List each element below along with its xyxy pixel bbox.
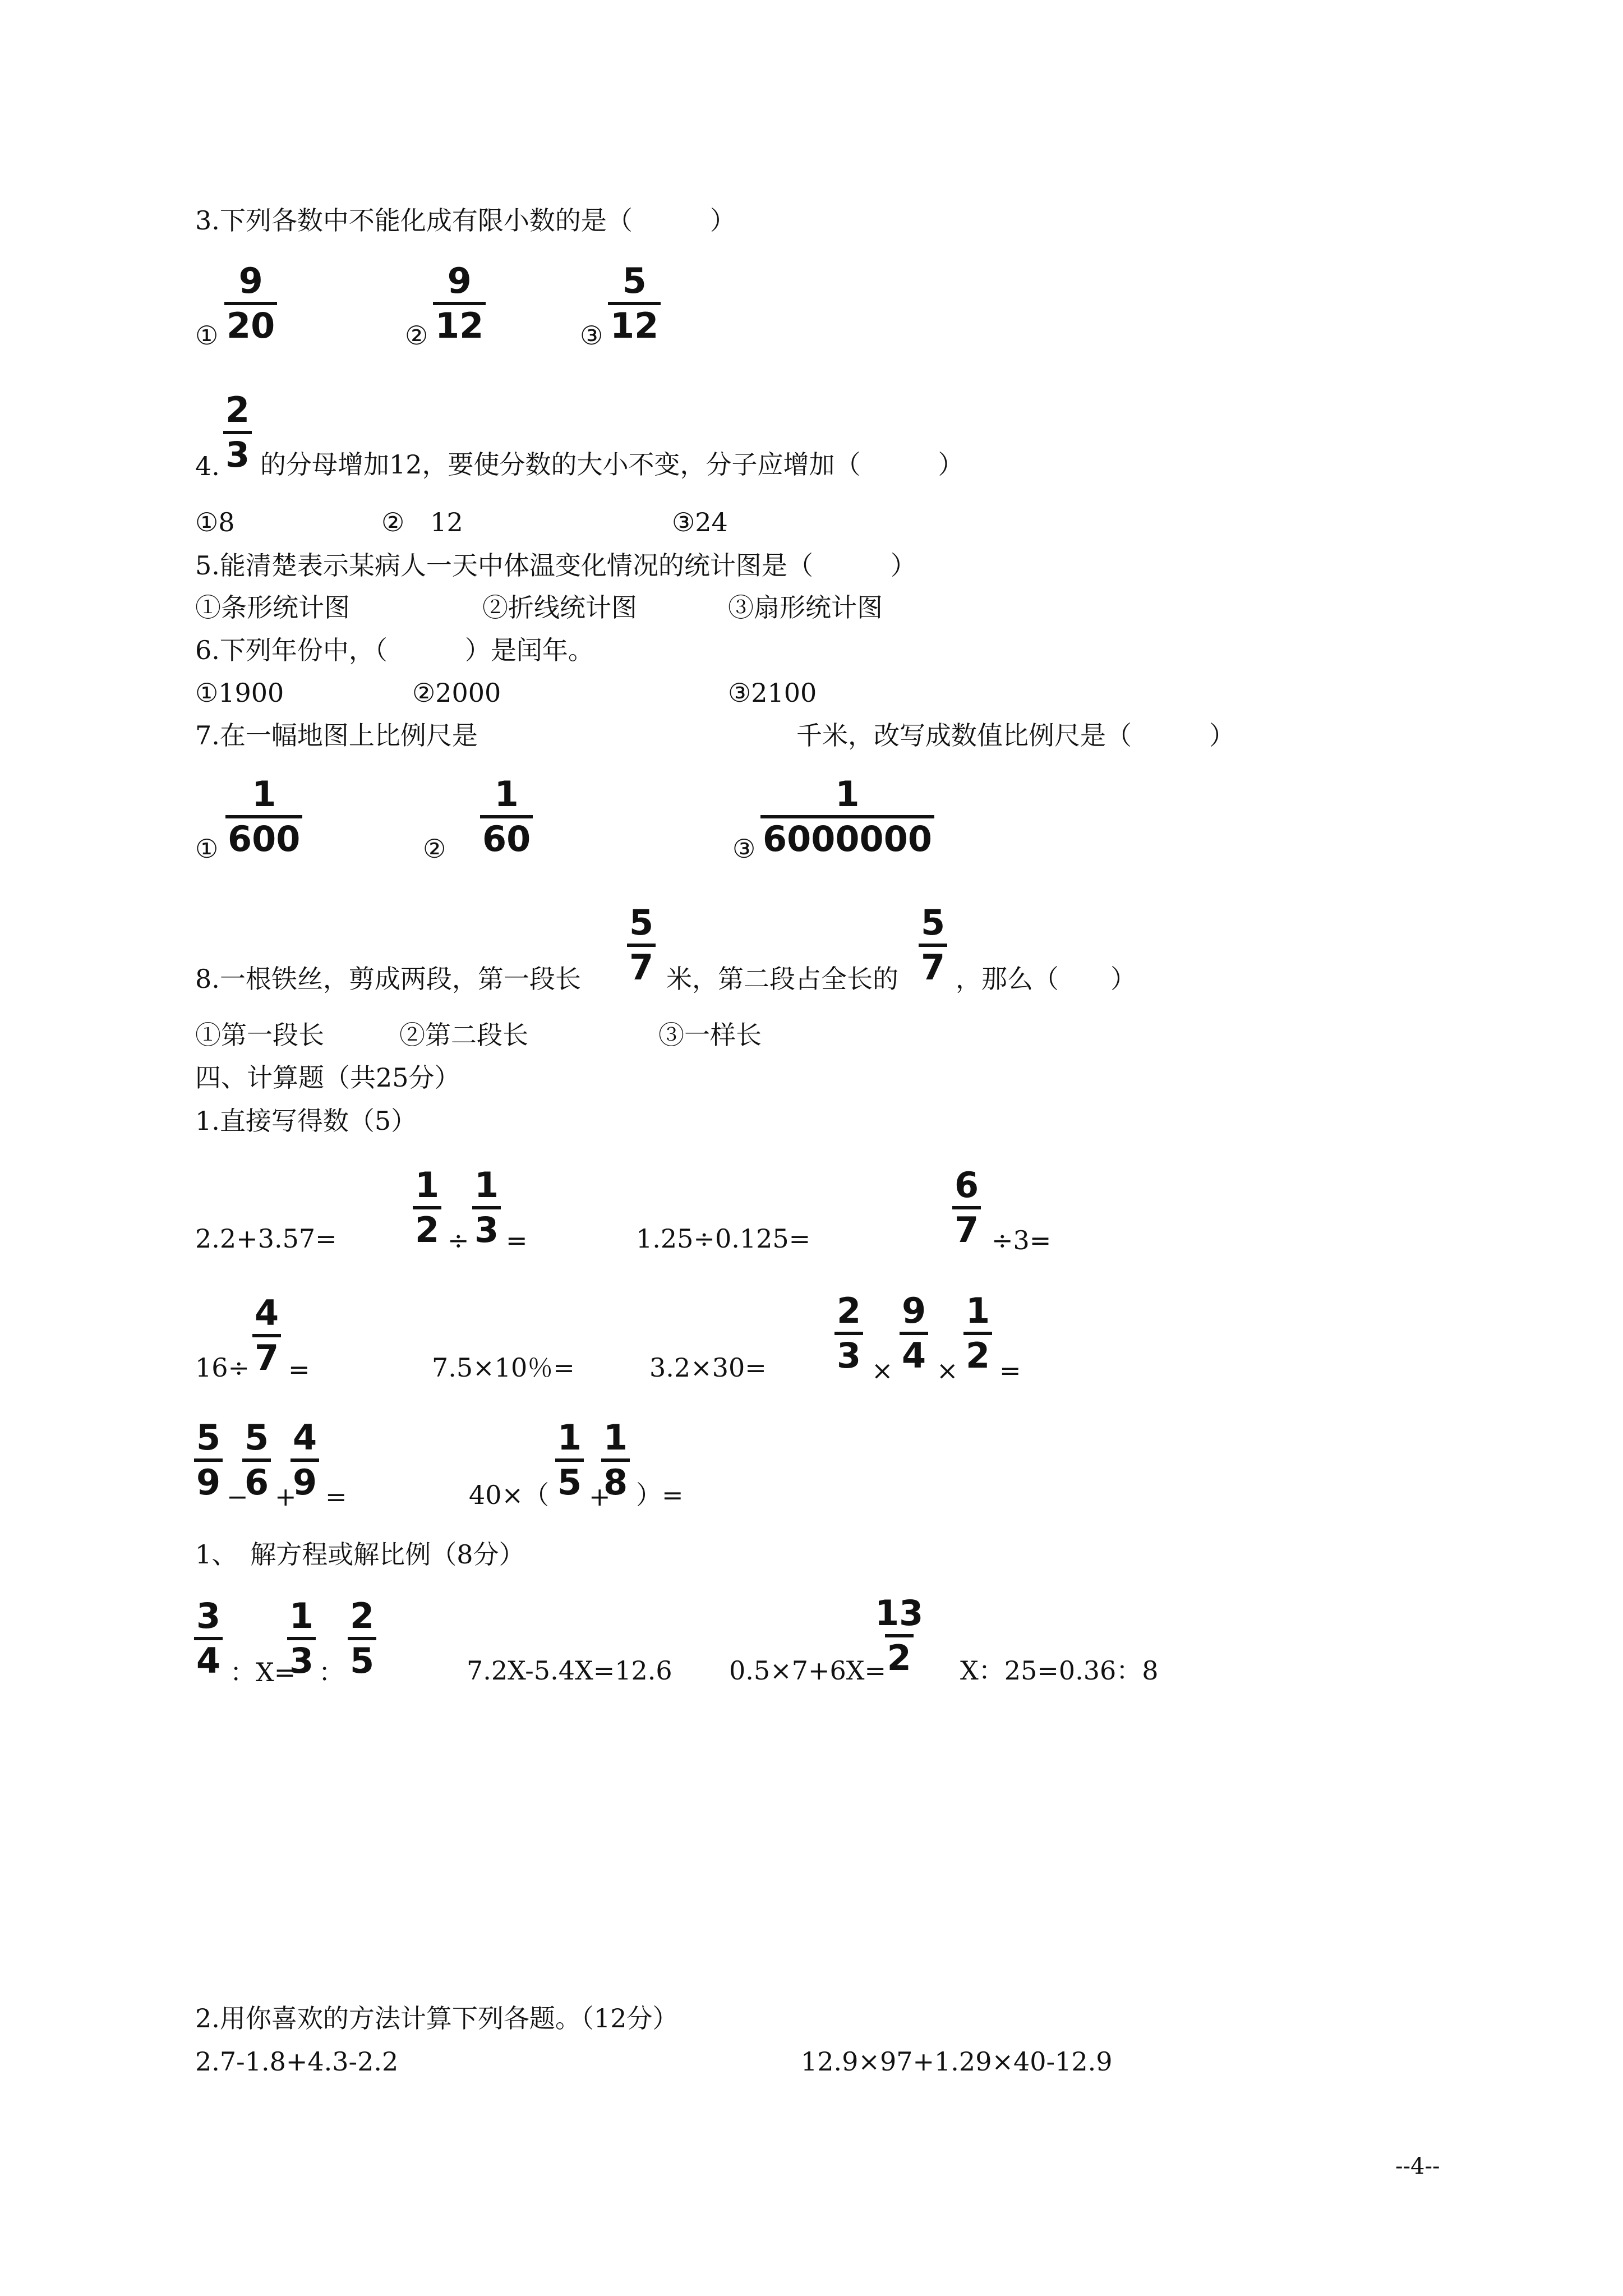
denominator: 2 [963, 1332, 992, 1373]
fraction [252, 1292, 281, 1378]
q3-opt2-fraction [433, 260, 486, 346]
operator: + [275, 1481, 297, 1512]
denominator: 3 [287, 1637, 316, 1678]
q4-stem: 的分母增加12，要使分数的大小不变，分子应增加（ ） [260, 449, 964, 480]
q4-prefix: 4. [195, 451, 220, 481]
equals: = [506, 1225, 528, 1255]
numerator: 1 [603, 1417, 628, 1458]
numerator: 5 [196, 1417, 221, 1458]
subsection-title: 1、 解方程或解比例（8分） [195, 1539, 525, 1570]
denominator: 5 [348, 1637, 376, 1678]
numerator: 1 [474, 1165, 499, 1205]
numerator: 5 [629, 902, 654, 943]
numerator: 3 [196, 1595, 221, 1636]
q3-opt1-fraction [224, 260, 277, 346]
fraction [291, 1417, 319, 1503]
numerator: 9 [447, 260, 472, 301]
denominator: 7 [252, 1334, 281, 1375]
page-number: --4-- [1395, 2154, 1440, 2179]
numerator: 2 [837, 1290, 861, 1331]
calc-item: 7.5×10％= [432, 1352, 575, 1383]
operator: + [589, 1481, 611, 1512]
calc-item: 12.9×97+1.29×40-12.9 [801, 2046, 1113, 2077]
q8-option: ②第二段长 [399, 1020, 528, 1050]
fraction [555, 1417, 584, 1503]
fraction [472, 1165, 501, 1250]
q5-stem: 5.能清楚表示某病人一天中体温变化情况的统计图是（ ） [195, 550, 916, 581]
fraction [834, 1290, 863, 1376]
denominator: 3 [223, 431, 252, 472]
equation: 0.5×7+6X= [729, 1655, 887, 1686]
numerator: 5 [622, 260, 647, 301]
numerator: 6 [955, 1165, 979, 1205]
denominator: 3 [834, 1332, 863, 1373]
fraction [873, 1593, 925, 1678]
denominator: 6000000 [760, 815, 934, 857]
calc-item: 2.7-1.8+4.3-2.2 [195, 2046, 399, 2077]
denominator: 6 [242, 1458, 271, 1500]
q7-opt1-label: ① [195, 834, 219, 864]
denominator: 5 [555, 1458, 584, 1500]
numerator: 9 [902, 1290, 926, 1331]
denominator: 9 [194, 1458, 223, 1500]
q8-fraction1 [627, 902, 656, 988]
q3-opt3-label: ③ [580, 320, 603, 351]
denominator: 7 [919, 944, 947, 985]
q6-stem: 6.下列年份中，（ ）是闰年。 [195, 635, 594, 665]
numerator: 1 [966, 1290, 990, 1331]
fraction [963, 1290, 992, 1376]
operator: × [872, 1355, 893, 1386]
numerator: 1 [289, 1595, 314, 1636]
q6-option: ③2100 [728, 678, 817, 708]
numerator: 9 [238, 260, 263, 301]
equals: = [999, 1355, 1021, 1386]
numerator: 1 [252, 774, 276, 815]
numerator: 2 [350, 1595, 375, 1636]
q5-option: ②折线统计图 [482, 592, 637, 623]
q5-option: ①条形统计图 [195, 592, 350, 623]
denominator: 12 [608, 302, 661, 343]
fraction [194, 1417, 223, 1503]
denominator: 8 [601, 1458, 630, 1500]
denominator: 7 [952, 1206, 981, 1248]
calc-item: ÷3= [992, 1225, 1052, 1255]
q8-option: ①第一段长 [195, 1020, 324, 1050]
subsection-title: 1.直接写得数（5） [195, 1106, 417, 1136]
fraction [194, 1595, 223, 1681]
q8-option: ③一样长 [658, 1020, 762, 1050]
numerator: 2 [225, 389, 250, 430]
q7-opt2-fraction [480, 774, 533, 859]
calc-item: 40×（ [469, 1480, 550, 1510]
denominator: 9 [291, 1458, 319, 1500]
colon: ： [319, 1657, 344, 1687]
fraction [287, 1595, 316, 1681]
operator: × [937, 1355, 958, 1386]
q8-part1: 8.一根铁丝，剪成两段，第一段长 [195, 964, 581, 994]
q3-opt1-label: ① [195, 320, 219, 351]
q7-opt1-fraction [225, 774, 302, 859]
numerator: 4 [255, 1292, 279, 1333]
calc-item: 16÷ [195, 1352, 250, 1383]
q3-stem: 3.下列各数中不能化成有限小数的是（ ） [195, 205, 736, 236]
denominator: 3 [472, 1206, 501, 1248]
numerator: 1 [557, 1417, 582, 1458]
q8-part2: 米，第二段占全长的 [666, 964, 898, 994]
denominator: 4 [900, 1332, 928, 1373]
q4-option: ①8 [195, 507, 235, 537]
q7-opt3-fraction [760, 774, 934, 859]
q8-part3: ，那么（ ） [956, 964, 1136, 994]
denominator: 60 [480, 815, 533, 857]
numerator: 5 [921, 902, 946, 943]
denominator: 2 [413, 1206, 441, 1248]
denominator: 2 [885, 1634, 914, 1676]
q5-option: ③扇形统计图 [728, 592, 883, 623]
q7-stem-left: 7.在一幅地图上比例尺是 [195, 720, 478, 751]
operator: − [227, 1481, 248, 1512]
section-title: 四、计算题（共25分） [195, 1062, 460, 1093]
calc-item: 2.2+3.57= [195, 1223, 337, 1254]
q4-option: ② 12 [381, 507, 463, 537]
q8-fraction2 [919, 902, 947, 988]
fraction [900, 1290, 928, 1376]
numerator: 1 [415, 1165, 440, 1205]
denominator: 20 [224, 302, 277, 343]
numerator: 13 [875, 1593, 924, 1634]
equals: = [325, 1481, 347, 1512]
fraction [601, 1417, 630, 1503]
q4-option: ③24 [672, 507, 728, 537]
calc-item: 1.25÷0.125= [636, 1223, 811, 1254]
fraction [242, 1417, 271, 1503]
calc-item: 3.2×30= [649, 1352, 767, 1383]
q6-option: ②2000 [412, 678, 501, 708]
q7-opt3-label: ③ [732, 834, 756, 864]
numerator: 4 [293, 1417, 317, 1458]
fraction [413, 1165, 441, 1250]
denominator: 600 [225, 815, 302, 857]
denominator: 7 [627, 944, 656, 985]
calc-item: ）= [636, 1480, 684, 1510]
q7-opt2-label: ② [423, 834, 446, 864]
q7-stem-right: 千米，改写成数值比例尺是（ ） [796, 720, 1235, 751]
denominator: 12 [433, 302, 486, 343]
q3-opt3-fraction [608, 260, 661, 346]
numerator: 5 [245, 1417, 269, 1458]
equation: 7.2X-5.4X=12.6 [467, 1655, 672, 1686]
equals: = [288, 1354, 310, 1384]
calc-item: ：X= [230, 1657, 296, 1687]
denominator: 4 [194, 1637, 223, 1678]
subsection-title: 2.用你喜欢的方法计算下列各题。（12分） [195, 2003, 679, 2033]
q6-option: ①1900 [195, 678, 284, 708]
numerator: 1 [835, 774, 860, 815]
numerator: 1 [494, 774, 519, 815]
fraction [348, 1595, 376, 1681]
operator: ÷ [448, 1225, 469, 1255]
q4-fraction [223, 389, 252, 475]
equation: X：25=0.36：8 [960, 1655, 1159, 1686]
q3-opt2-label: ② [405, 320, 428, 351]
fraction [952, 1165, 981, 1250]
